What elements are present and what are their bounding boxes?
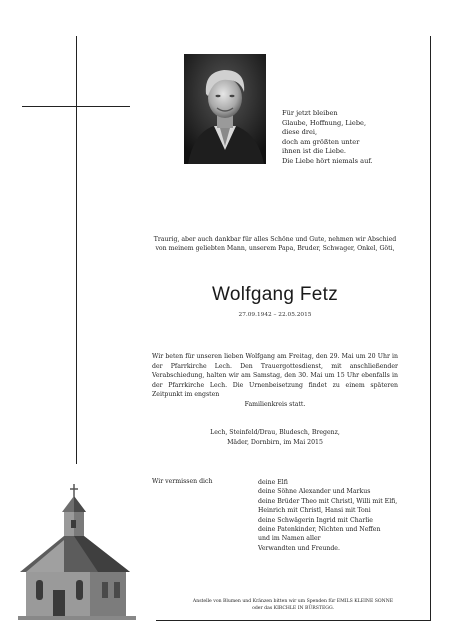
mourners-list	[258, 478, 418, 553]
poem-line: doch am größten unter	[282, 137, 360, 146]
places-and-date	[152, 428, 398, 447]
donation-line: Anstelle von Blumen und Kränzen bitten wir um Spenden für EMILS KLEINE SONNE	[192, 599, 394, 604]
poem-line: ihnen ist die Liebe.	[282, 147, 347, 156]
places-line: Lech, Steinfeld/Drau, Bludesch, Bregenz,	[210, 429, 340, 436]
service-paragraph: Wir beten für unseren lieben Wolfgang am Freitag, den 29. Mai um 20 Uhr in der Pfarrkirche Lech. Den Trauergottesdienst, mit anschließender Verabschiedung, halten wir am Samstag, den 30. Mai um 15 Uhr ebenfalls in der Pfarrkirche Lech. Die Urnenbeisetzung findet zu einem späteren Zeitpunkt im engsten	[152, 353, 398, 399]
mourner-line: deine Schwägerin Ingrid mit Charlie	[258, 516, 373, 524]
mourners-heading: Wir vermissen dich	[152, 478, 213, 485]
poem-line: Glaube, Hoffnung, Liebe,	[282, 118, 367, 127]
cross-horizontal-line	[22, 106, 130, 107]
poem-line: diese drei,	[282, 128, 318, 137]
donation-note	[156, 598, 430, 612]
mourner-line: und im Namen aller	[258, 535, 321, 543]
poem	[282, 109, 392, 167]
life-dates: 27.09.1942 – 22.05.2015	[238, 312, 312, 318]
intro-line: von meinem geliebten Mann, unserem Papa, Bruder, Schwager, Onkel, Göti,	[155, 245, 395, 252]
mourner-line: deine Patenkinder, Nichten und Neffen	[258, 526, 381, 534]
portrait-photo	[184, 54, 266, 164]
service-last-line: Familienkreis statt.	[244, 400, 306, 408]
mourner-line: deine Brüder Theo mit Christl, Willi mit Elfi,	[258, 497, 398, 505]
donation-line: oder das KIRCHLE IN BÜRSTEGG.	[252, 606, 334, 611]
portrait-image	[184, 54, 266, 164]
mourner-line: Heinrich mit Christl, Hansi mit Toni	[258, 507, 371, 515]
mourner-line: deine Elfi	[258, 479, 288, 486]
deceased-name: Wolfgang Fetz	[211, 284, 339, 305]
intro-line: Traurig, aber auch dankbar für alles Schöne und Gute, nehmen wir Abschied	[153, 236, 397, 243]
cross-vertical-line	[76, 36, 77, 464]
poem-line: Für jetzt bleiben	[282, 109, 338, 117]
places-line: Mäder, Dornbirn, im Mai 2015	[227, 438, 323, 446]
chapel-illustration	[18, 484, 140, 624]
bottom-border-line	[156, 620, 431, 621]
right-border-line	[430, 36, 431, 620]
mourner-line: Verwandten und Freunde.	[258, 544, 340, 552]
poem-line: Die Liebe hört niemals auf.	[282, 156, 373, 165]
intro-text	[152, 235, 398, 253]
service-details	[152, 352, 398, 410]
mourner-line: deine Söhne Alexander und Markus	[258, 488, 371, 496]
